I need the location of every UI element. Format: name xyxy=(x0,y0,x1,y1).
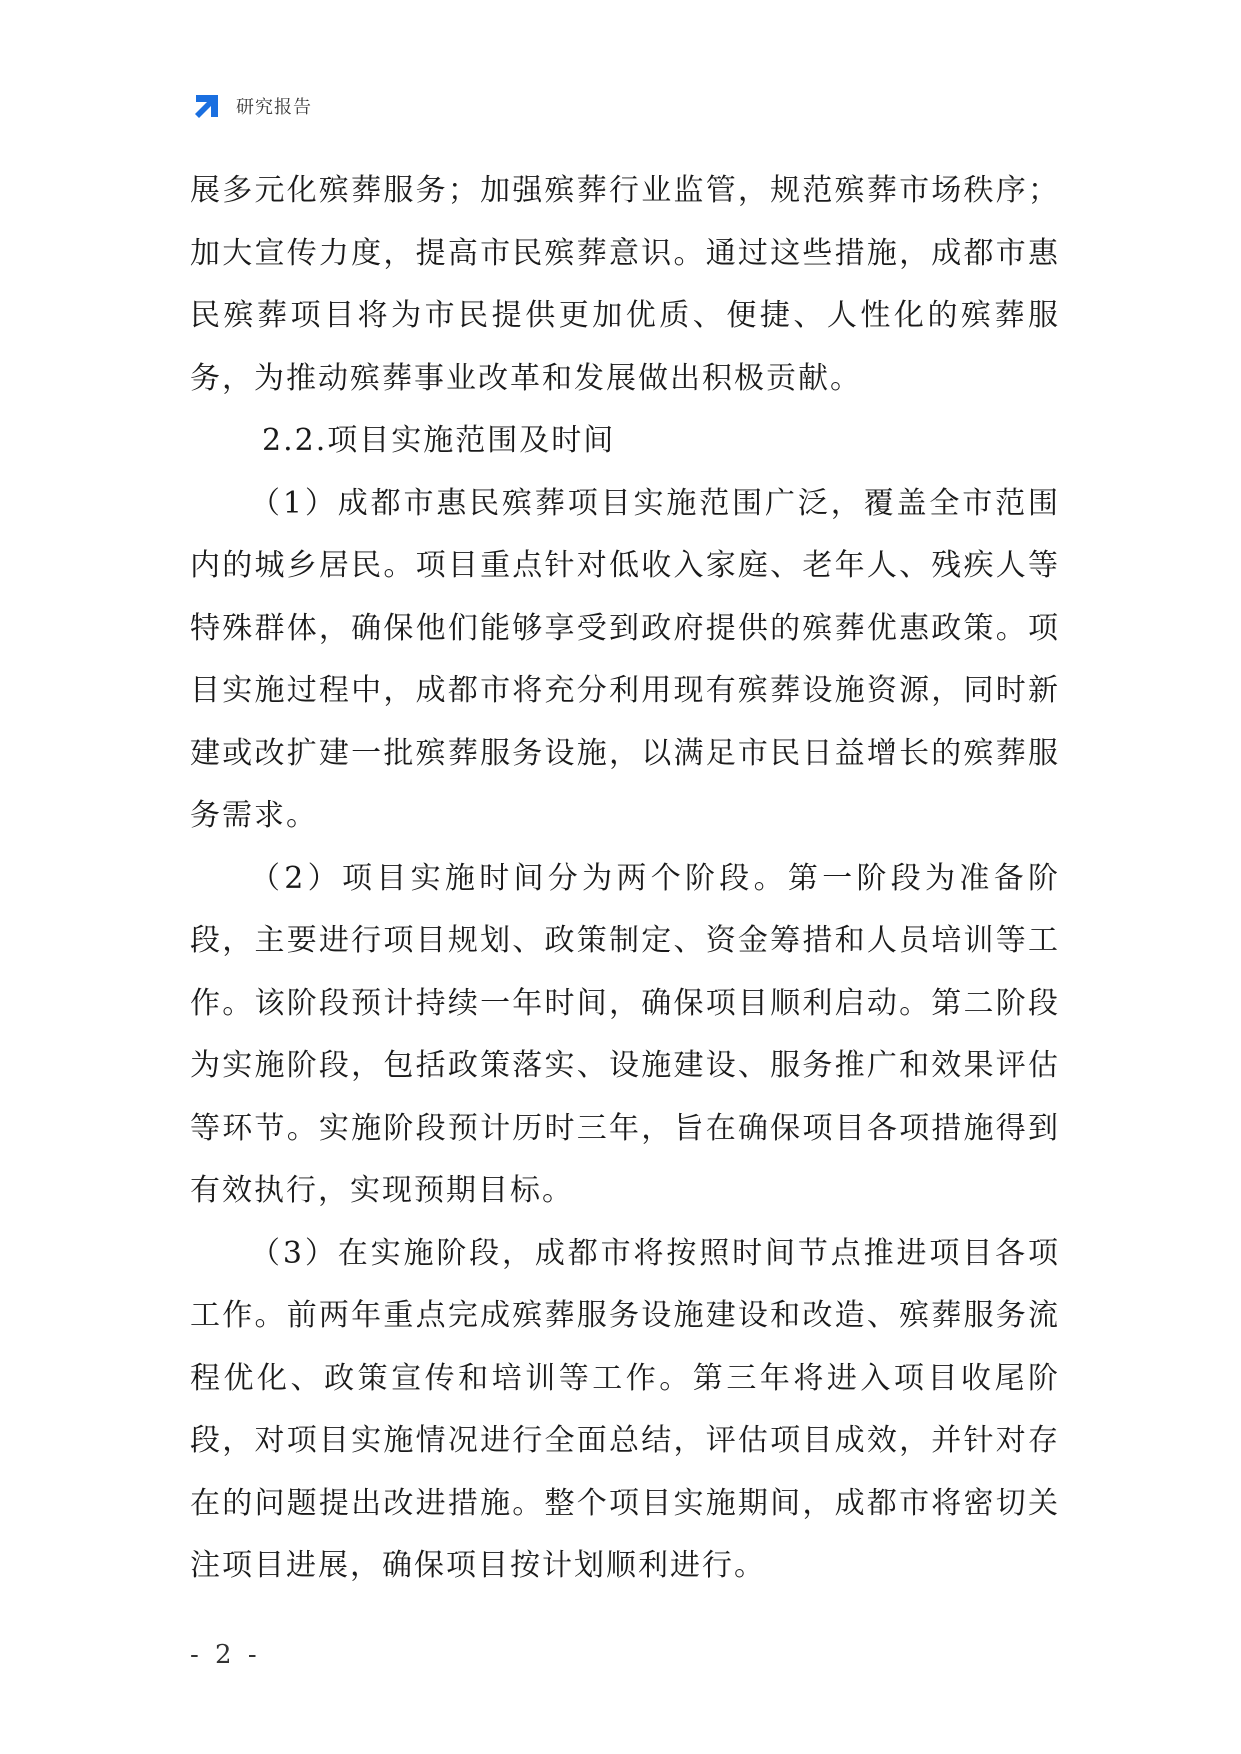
document-body xyxy=(190,160,1060,1598)
page-number: - 2 - xyxy=(190,1640,261,1670)
header-title: 研究报告 xyxy=(236,97,312,118)
paragraph-implementation: （3）在实施阶段，成都市将按照时间节点推进项目各项工作。前两年重点完成殡葬服务设施建设和改造、殡葬服务流程优化、政策宣传和培训等工作。第三年将进入项目收尾阶段，对项目实施情况进行全面总结，评估项目成效，并针对存在的问题提出改进措施。整个项目实施期间，成都市将密切关注项目进展，确保项目按计划顺利进行。 xyxy=(190,1235,1060,1583)
paragraph-continuation: 展多元化殡葬服务；加强殡葬行业监管，规范殡葬市场秩序；加大宣传力度，提高市民殡葬意识。通过这些措施，成都市惠民殡葬项目将为市民提供更加优质、便捷、人性化的殡葬服务，为推动殡葬事业改革和发展做出积极贡献。 xyxy=(190,173,1060,396)
paragraph-scope: （1）成都市惠民殡葬项目实施范围广泛，覆盖全市范围内的城乡居民。项目重点针对低收入家庭、老年人、残疾人等特殊群体，确保他们能够享受到政府提供的殡葬优惠政策。项目实施过程中，成都市将充分利用现有殡葬设施资源，同时新建或改扩建一批殡葬服务设施，以满足市民日益增长的殡葬服务需求。 xyxy=(190,485,1060,833)
page-header xyxy=(190,88,312,124)
arrow-up-right-icon xyxy=(190,89,224,123)
paragraph-timeline: （2）项目实施时间分为两个阶段。第一阶段为准备阶段，主要进行项目规划、政策制定、资金筹措和人员培训等工作。该阶段预计持续一年时间，确保项目顺利启动。第二阶段为实施阶段，包括政策落实、设施建设、服务推广和效果评估等环节。实施阶段预计历时三年，旨在确保项目各项措施得到有效执行，实现预期目标。 xyxy=(190,860,1060,1208)
section-heading: 2.2.项目实施范围及时间 xyxy=(262,423,616,458)
